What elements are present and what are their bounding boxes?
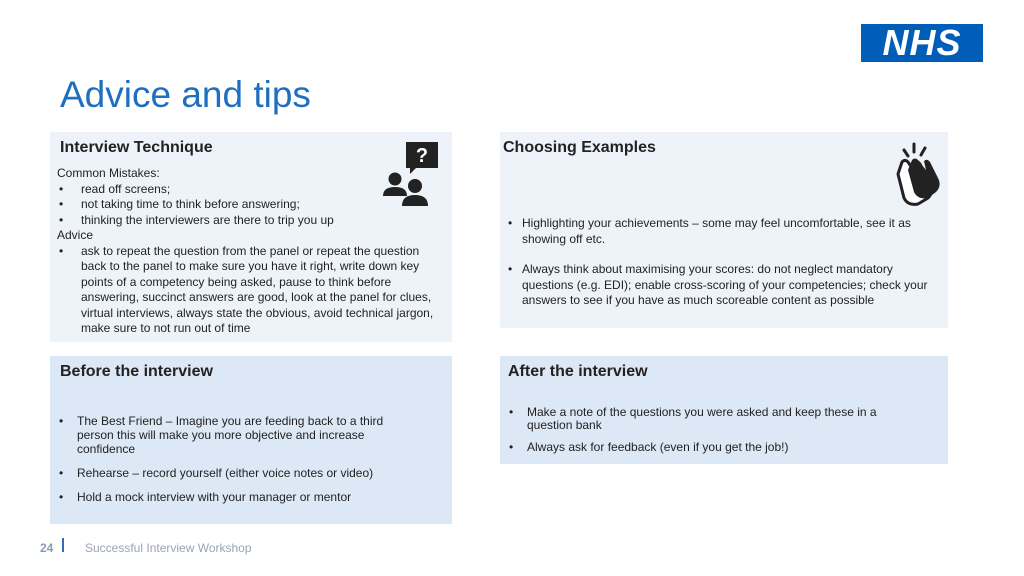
page-number: 24 xyxy=(40,541,54,555)
advice-list xyxy=(57,244,447,337)
after-interview-list xyxy=(507,406,907,454)
mistake-item: • not taking time to think before answering; xyxy=(57,197,447,213)
svg-text:?: ? xyxy=(415,145,429,167)
common-mistakes-label: Common Mistakes: xyxy=(57,166,160,180)
mistake-item: • read off screens; xyxy=(57,182,447,198)
choosing-examples-card xyxy=(500,132,948,328)
choosing-examples-title: Choosing Examples xyxy=(503,139,656,156)
nhs-logo xyxy=(861,24,983,62)
advice-item: • ask to repeat the question from the panel or repeat the question back to the panel to make sure you have it right, write down key points of a competency being asked, pause to think before answering, succinct answers are good, look at the panel for clues, virtual interviews, always state the obvious, avoid technical jargon, make sure to not run out of time xyxy=(57,244,441,337)
choosing-examples-item: • Always think about maximising your scores: do not neglect mandatory questions (e.g. EDI); enable cross-scoring of your competencies; check your answers to see if you have as much scoreable content as possible xyxy=(506,262,944,309)
before-interview-item: • Rehearse – record yourself (either voice notes or video) xyxy=(57,466,417,480)
choosing-examples-body xyxy=(506,216,944,309)
before-interview-body xyxy=(57,414,417,504)
before-interview-item: • The Best Friend – Imagine you are feeding back to a third person this will make you more objective and increase confidence xyxy=(57,414,417,456)
interview-technique-card xyxy=(50,132,452,342)
choosing-examples-item: • Highlighting your achievements – some may feel uncomfortable, see it as showing off etc. xyxy=(506,216,944,247)
footer-text: Successful Interview Workshop xyxy=(85,541,252,555)
after-interview-item: • Make a note of the questions you were asked and keep these in a question bank xyxy=(507,406,907,432)
after-interview-item: • Always ask for feedback (even if you get the job!) xyxy=(507,441,907,454)
before-interview-list xyxy=(57,414,417,504)
mistake-item: • thinking the interviewers are there to trip you up xyxy=(57,213,447,229)
clapping-hands-icon xyxy=(890,140,944,213)
footer-divider xyxy=(62,538,64,552)
nhs-logo-text: NHS xyxy=(882,22,962,63)
mistakes-list xyxy=(57,182,447,229)
advice-label: Advice xyxy=(57,228,94,242)
before-interview-card xyxy=(50,356,452,524)
before-interview-title: Before the interview xyxy=(60,363,213,380)
after-interview-body xyxy=(507,406,907,454)
after-interview-card xyxy=(500,356,948,464)
after-interview-title: After the interview xyxy=(508,363,648,380)
before-interview-item: • Hold a mock interview with your manager or mentor xyxy=(57,490,417,504)
interview-technique-title: Interview Technique xyxy=(60,139,213,156)
interview-technique-body xyxy=(57,166,447,337)
page-title: Advice and tips xyxy=(60,74,311,115)
choosing-examples-list xyxy=(506,216,944,309)
